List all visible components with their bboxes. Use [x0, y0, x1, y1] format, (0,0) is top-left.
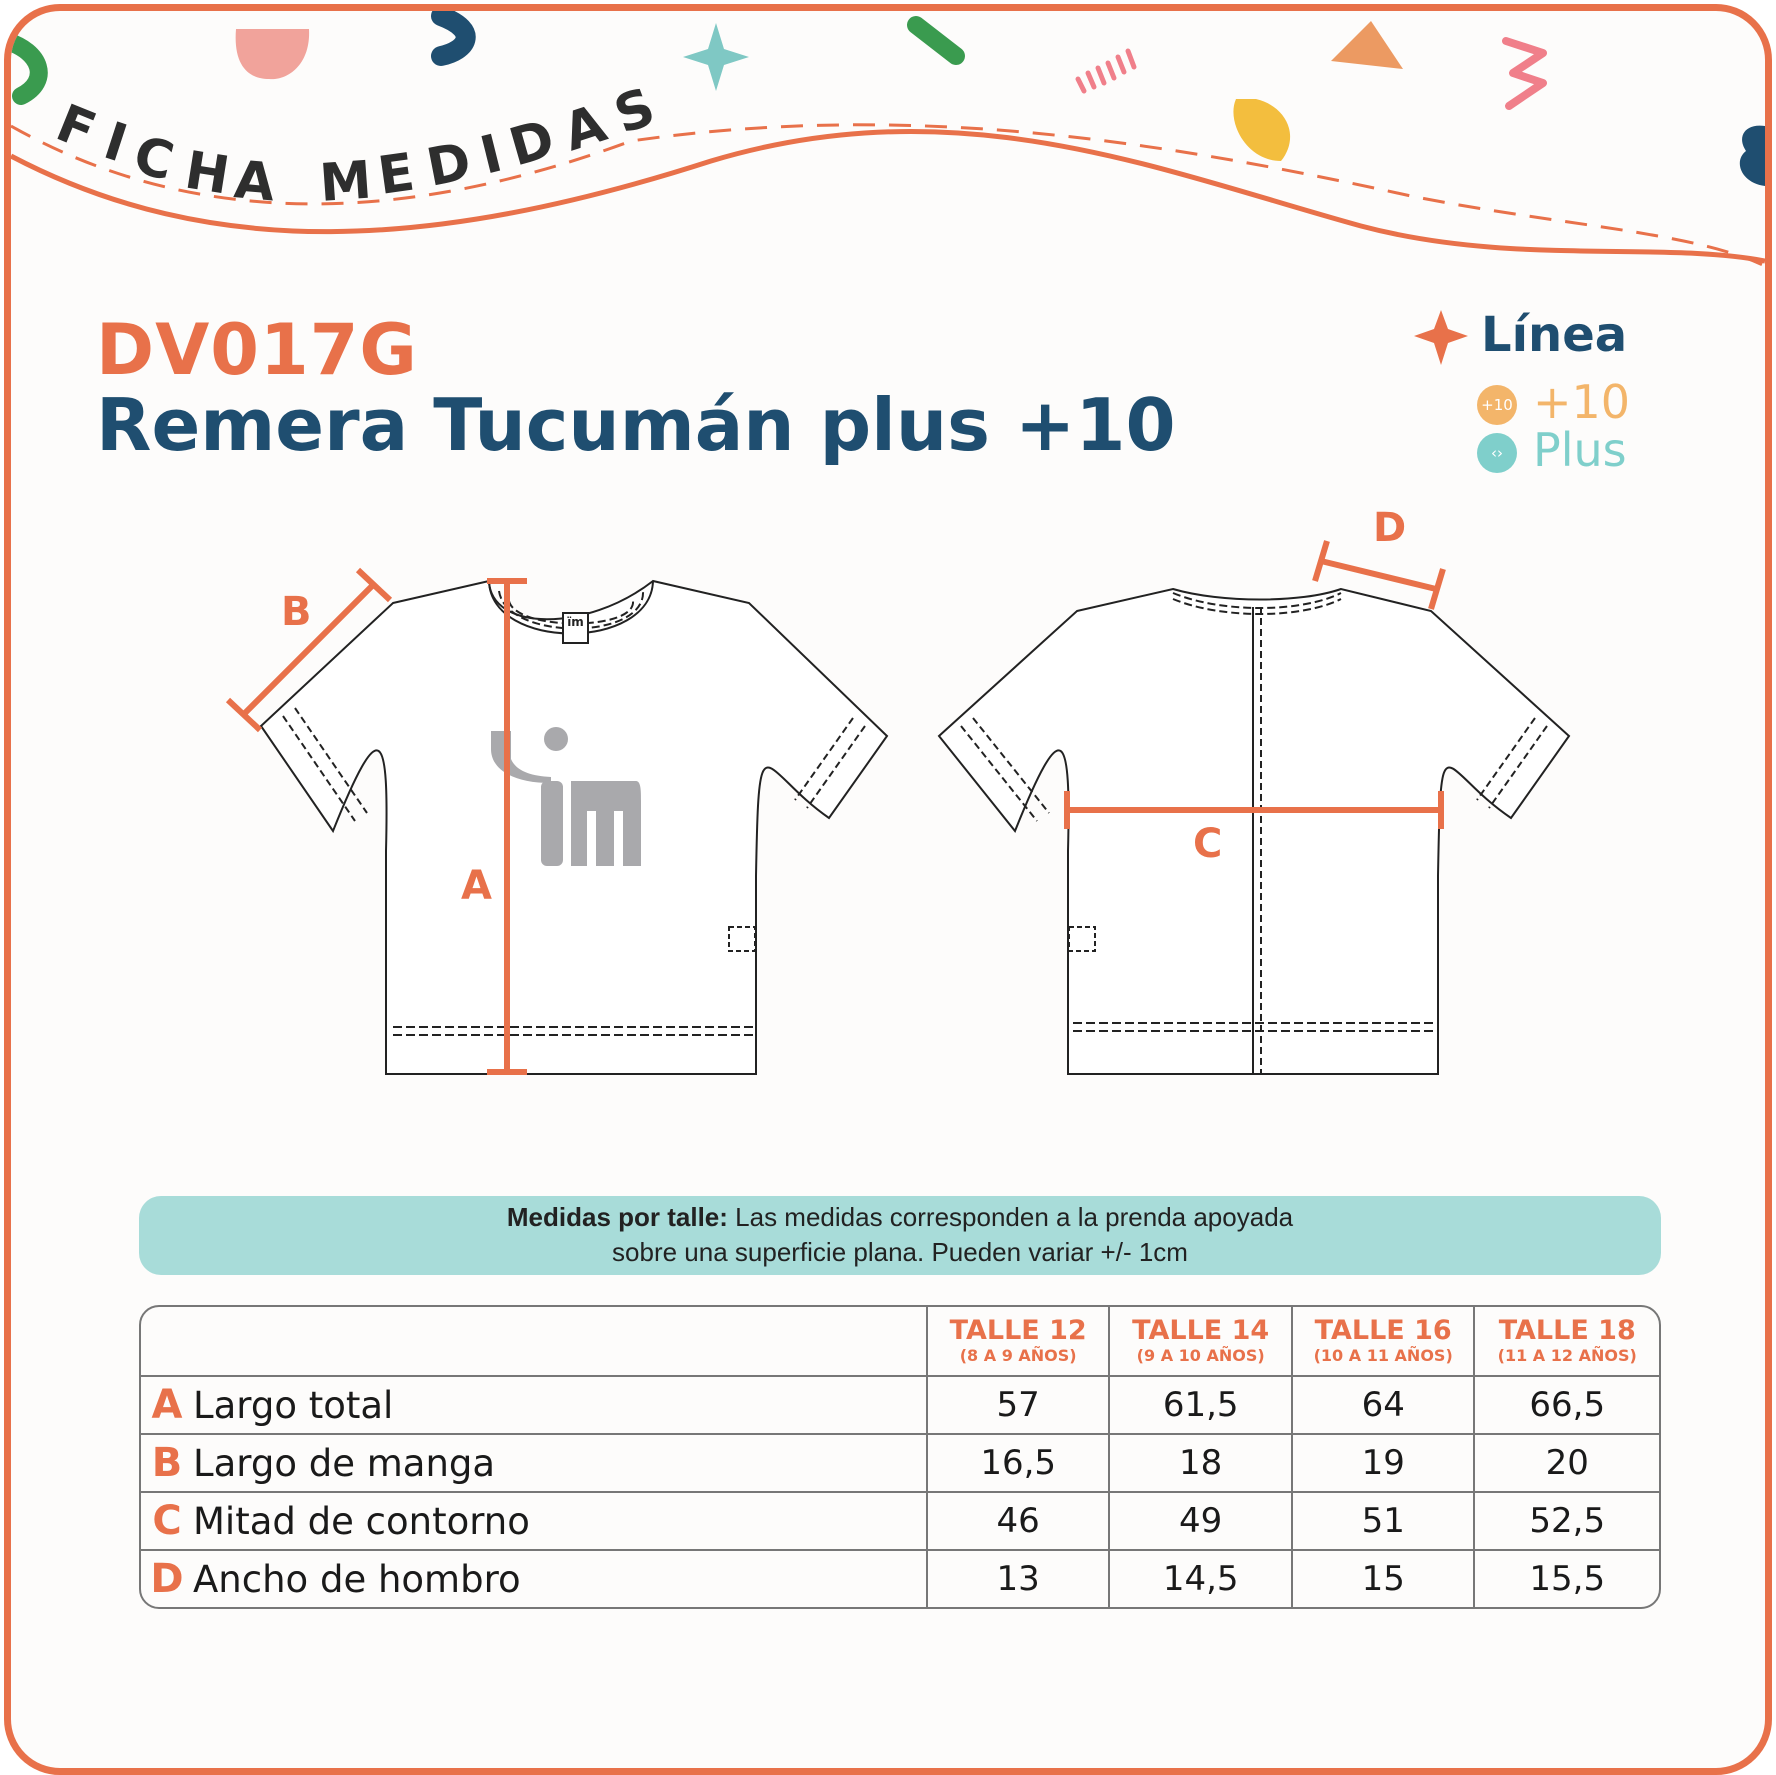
back-view — [939, 589, 1569, 1074]
size-column-header — [1475, 1307, 1659, 1377]
svg-text:F: F — [48, 93, 104, 163]
svg-text:A: A — [556, 93, 614, 164]
table-cell: 18 — [1110, 1435, 1293, 1493]
talle-label: TALLE 16 — [1314, 1315, 1452, 1346]
table-cell: 14,5 — [1110, 1551, 1293, 1607]
table-cell: 16,5 — [928, 1435, 1111, 1493]
table-header-row — [141, 1307, 1659, 1377]
header-empty-cell — [141, 1307, 928, 1377]
measure-line-d — [1321, 561, 1436, 589]
table-cell: 46 — [928, 1493, 1111, 1551]
table-cell: 51 — [1293, 1493, 1476, 1551]
note-line1: Las medidas corresponden a la prenda apoyada — [727, 1202, 1294, 1232]
svg-text:D: D — [422, 131, 476, 199]
size-column-header — [1293, 1307, 1476, 1377]
measure-label-d: D — [1373, 505, 1407, 551]
row-label-text: Ancho de hombro — [193, 1558, 521, 1601]
table-cell: 64 — [1293, 1377, 1476, 1435]
row-letter: C — [152, 1498, 182, 1544]
plus10-badge-icon: +10 — [1477, 385, 1517, 425]
label-logo-text: ïm — [567, 615, 584, 629]
size-column-header — [1110, 1307, 1293, 1377]
talle-label: TALLE 14 — [1132, 1315, 1270, 1346]
svg-text:E: E — [374, 142, 418, 207]
measure-label-b: B — [281, 589, 312, 635]
table-row — [141, 1377, 1659, 1435]
svg-text:C: C — [127, 125, 180, 193]
table-row — [141, 1551, 1659, 1607]
row-label — [141, 1377, 928, 1435]
table-cell: 15,5 — [1529, 1559, 1606, 1599]
line-title: Línea — [1481, 307, 1628, 363]
note-line2: sobre una superficie plana. Pueden variar +/- 1cm — [612, 1237, 1188, 1267]
product-name: Remera Tucumán plus +10 — [96, 383, 1176, 467]
table-cell: 66,5 — [1475, 1377, 1659, 1435]
svg-text:A: A — [231, 150, 278, 214]
size-column-header — [928, 1307, 1111, 1377]
svg-text:M: M — [317, 150, 374, 214]
table-cell: 20 — [1475, 1435, 1659, 1493]
line-item-plus10: +10 — [1533, 375, 1631, 429]
svg-text:I: I — [96, 111, 134, 175]
talle-label: TALLE 18 — [1498, 1315, 1636, 1346]
table-cell: 52,5 — [1475, 1493, 1659, 1551]
svg-text:S: S — [606, 77, 663, 147]
row-letter: B — [151, 1440, 183, 1486]
age-range: (9 A 10 AÑOS) — [1136, 1346, 1265, 1365]
row-letter: A — [151, 1382, 183, 1428]
row-label — [141, 1551, 928, 1607]
row-label — [141, 1435, 928, 1493]
table-cell: 61,5 — [1110, 1377, 1293, 1435]
plus-badge-icon: ‹› — [1477, 433, 1517, 473]
table-row — [141, 1493, 1659, 1551]
table-row — [141, 1435, 1659, 1493]
svg-text:D: D — [503, 108, 562, 179]
age-range: (8 A 9 AÑOS) — [959, 1346, 1077, 1365]
measure-label-a: A — [461, 863, 492, 909]
size-table — [139, 1305, 1661, 1609]
table-cell: 19 — [1293, 1435, 1476, 1493]
table-cell: 13 — [928, 1551, 1111, 1607]
age-range: (10 A 11 AÑOS) — [1313, 1346, 1453, 1365]
measure-label-c: C — [1193, 821, 1223, 867]
line-item-plus: Plus — [1533, 423, 1627, 477]
table-cell: 49 — [1110, 1493, 1293, 1551]
row-label-text: Largo total — [193, 1384, 394, 1427]
table-cell: 57 — [928, 1377, 1111, 1435]
row-label-text: Largo de manga — [193, 1442, 496, 1485]
svg-text:I: I — [474, 123, 508, 187]
measurement-note — [139, 1196, 1661, 1275]
product-code: DV017G — [96, 309, 418, 391]
row-label-text: Mitad de contorno — [193, 1500, 530, 1543]
svg-text:H: H — [180, 140, 234, 207]
table-cell: 15 — [1293, 1551, 1476, 1607]
size-chart-card — [4, 4, 1772, 1775]
row-label — [141, 1493, 928, 1551]
note-bold: Medidas por talle: — [506, 1202, 728, 1232]
talle-label: TALLE 12 — [949, 1315, 1087, 1346]
age-range: (11 A 12 AÑOS) — [1497, 1346, 1637, 1365]
row-letter: D — [150, 1556, 184, 1602]
garment-diagrams — [11, 11, 1765, 1111]
